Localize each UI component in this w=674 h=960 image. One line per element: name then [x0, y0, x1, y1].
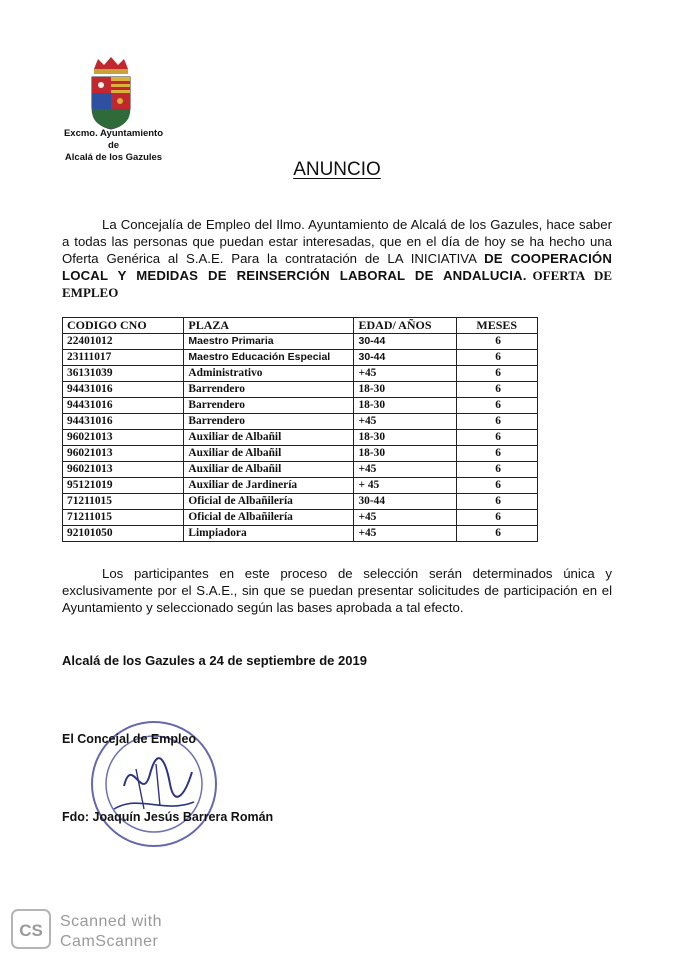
org-line-1: Excmo. Ayuntamiento	[63, 128, 164, 139]
cell-plaza: Maestro Primaria	[184, 334, 354, 350]
cell-codigo: 96021013	[63, 446, 184, 462]
table-row	[63, 398, 538, 414]
cell-edad: 30-44	[354, 334, 456, 350]
cell-plaza: Administrativo	[184, 366, 354, 382]
cell-plaza: Maestro Educación Especial	[184, 350, 354, 366]
cell-meses: 6	[456, 366, 537, 382]
cell-plaza: Limpiadora	[184, 526, 354, 542]
job-offers-table	[62, 317, 538, 542]
cell-meses: 6	[456, 350, 537, 366]
cell-plaza: Auxiliar de Albañil	[184, 462, 354, 478]
cell-codigo: 22401012	[63, 334, 184, 350]
cell-plaza: Oficial de Albañilería	[184, 510, 354, 526]
cell-meses: 6	[456, 478, 537, 494]
table-row	[63, 382, 538, 398]
signature-name: Fdo: Joaquín Jesús Barrera Román	[62, 810, 274, 824]
cell-edad: 18-30	[354, 446, 456, 462]
cell-meses: 6	[456, 494, 537, 510]
header-edad: EDAD/ AÑOS	[354, 318, 456, 334]
table-row	[63, 430, 538, 446]
cell-plaza: Barrendero	[184, 382, 354, 398]
cell-codigo: 96021013	[63, 462, 184, 478]
intro-paragraph	[62, 216, 612, 301]
table-row	[63, 510, 538, 526]
coat-of-arms-icon	[86, 55, 136, 131]
cell-codigo: 36131039	[63, 366, 184, 382]
cell-meses: 6	[456, 462, 537, 478]
cell-meses: 6	[456, 382, 537, 398]
document-title: ANUNCIO	[293, 159, 381, 180]
cell-edad: + 45	[354, 478, 456, 494]
cell-plaza: Auxiliar de Albañil	[184, 446, 354, 462]
cell-codigo: 95121019	[63, 478, 184, 494]
table-row	[63, 350, 538, 366]
org-line-2: de	[107, 140, 120, 151]
intro-text: La Concejalía de Empleo del Ilmo. Ayuntamiento de Alcalá de los Gazules, hace saber a todas las personas que puedan estar interesadas, que en el día de hoy se ha hecho una Oferta Genérica al S.A.E. Para la contratación de LA INICIATIVA	[62, 217, 612, 266]
header-codigo: CODIGO CNO	[63, 318, 184, 334]
cell-meses: 6	[456, 334, 537, 350]
cell-codigo: 71211015	[63, 494, 184, 510]
cell-codigo: 92101050	[63, 526, 184, 542]
org-line-3: Alcalá de los Gazules	[64, 152, 163, 163]
table-row	[63, 478, 538, 494]
cell-edad: 18-30	[354, 398, 456, 414]
cell-plaza: Oficial de Albañilería	[184, 494, 354, 510]
cell-meses: 6	[456, 414, 537, 430]
cell-codigo: 96021013	[63, 430, 184, 446]
camscanner-watermark	[60, 912, 162, 952]
offer-label: OFERTA DE EMPLEO	[62, 268, 612, 300]
table-row	[63, 494, 538, 510]
intro-bold-text: DE COOPERACIÓN LOCAL Y MEDIDAS DE REINSERCIÓN LABORAL DE ANDALUCIA.	[62, 251, 613, 283]
table-row	[63, 334, 538, 350]
cell-meses: 6	[456, 510, 537, 526]
cell-codigo: 94431016	[63, 382, 184, 398]
cell-codigo: 71211015	[63, 510, 184, 526]
cell-plaza: Barrendero	[184, 398, 354, 414]
table-row	[63, 414, 538, 430]
cell-meses: 6	[456, 430, 537, 446]
document-title-wrap	[0, 159, 674, 181]
cell-edad: +45	[354, 414, 456, 430]
date-line: Alcalá de los Gazules a 24 de septiembre de 2019	[62, 653, 367, 668]
table-header-row	[63, 318, 538, 334]
cell-codigo: 94431016	[63, 414, 184, 430]
camscanner-logo-text: CS	[19, 921, 43, 940]
table-row	[63, 526, 538, 542]
cell-plaza: Auxiliar de Albañil	[184, 430, 354, 446]
cell-edad: +45	[354, 526, 456, 542]
cell-edad: +45	[354, 366, 456, 382]
header-plaza: PLAZA	[184, 318, 354, 334]
camscanner-logo-icon	[10, 908, 52, 950]
cell-meses: 6	[456, 526, 537, 542]
table-row	[63, 366, 538, 382]
cell-edad: 30-44	[354, 350, 456, 366]
cell-edad: +45	[354, 510, 456, 526]
cell-edad: 18-30	[354, 430, 456, 446]
cell-codigo: 23111017	[63, 350, 184, 366]
cell-meses: 6	[456, 446, 537, 462]
cell-plaza: Auxiliar de Jardinería	[184, 478, 354, 494]
cell-codigo: 94431016	[63, 398, 184, 414]
header-meses: MESES	[456, 318, 537, 334]
cell-edad: 30-44	[354, 494, 456, 510]
cell-edad: 18-30	[354, 382, 456, 398]
cell-meses: 6	[456, 398, 537, 414]
selection-paragraph	[62, 565, 612, 616]
selection-text: Los participantes en este proceso de selección serán determinados única y exclusivamente por el S.A.E., sin que se puedan presentar solicitudes de participación en el Ayuntamiento y seleccionado según las bases aprobada a tal efecto.	[62, 566, 612, 615]
watermark-line-1: Scanned with	[60, 913, 163, 930]
cell-plaza: Barrendero	[184, 414, 354, 430]
table-row	[63, 446, 538, 462]
table-row	[63, 462, 538, 478]
signature-title: El Concejal de Empleo	[62, 732, 197, 746]
watermark-line-2: CamScanner	[60, 933, 159, 950]
cell-edad: +45	[354, 462, 456, 478]
